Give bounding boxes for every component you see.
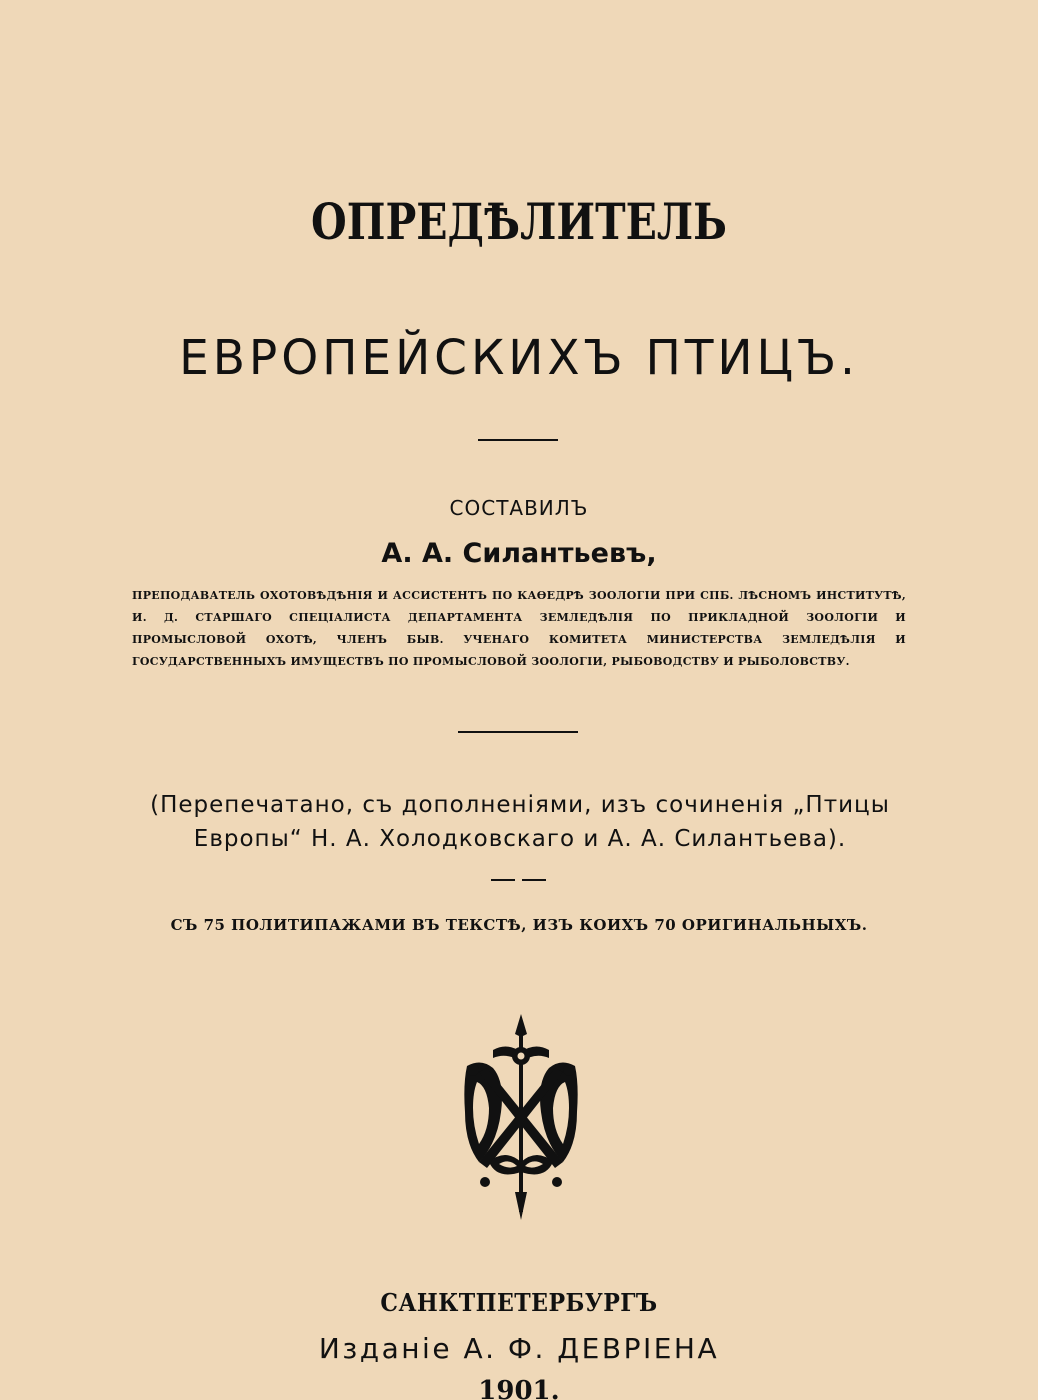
divider-3a [491, 879, 515, 881]
book-title: ОПРЕДѢЛИТЕЛЬ [311, 192, 727, 251]
reprint-note [120, 788, 920, 856]
illustrations-note: СЪ 75 ПОЛИТИПАЖАМИ ВЪ ТЕКСТѢ, ИЗЪ КОИХЪ 70 ОРИГИНАЛЬНЫХЪ. [170, 916, 868, 934]
divider-1 [478, 439, 558, 441]
reprint-note-line-2: Европы“ Н. А. Холодковскаго и А. А. Силантьева). [193, 826, 847, 852]
divider-2 [458, 731, 578, 733]
year: 1901. [478, 1376, 560, 1400]
author-name: А. А. Силантьевъ, [381, 538, 657, 569]
author-credentials: ПРЕПОДАВАТЕЛЬ ОХОТОВѢДѢНІЯ И АССИСТЕНТЪ ПО КАѲЕДРѢ ЗООЛОГІИ ПРИ СПБ. ЛѢСНОМЪ ИНСТИТУТѢ, И. Д. СТАРШАГО СПЕЦІАЛИСТА ДЕПАРТАМЕНТА ЗЕМЛЕДѢЛІЯ ПО ПРИКЛАДНОЙ ЗООЛОГІИ И ПРОМЫСЛОВОЙ ОХОТѢ, ЧЛЕНЪ БЫВ. УЧЕНАГО КОМИТЕТА МИНИСТЕРСТВА ЗЕМЛЕДѢЛІЯ И ГОСУДАРСТВЕННЫХЪ ИМУЩЕСТВЪ ПО ПРОМЫСЛОВОЙ ЗООЛОГІИ, РЫБОВОДСТВУ И РЫБОЛОВСТВУ. [132, 589, 906, 668]
divider-3b [522, 879, 546, 881]
reprint-note-line-1: (Перепечатано, съ дополненіями, изъ сочиненія „Птицы [150, 792, 890, 818]
publisher: Изданіе А. Ф. ДЕВРІЕНА [318, 1332, 720, 1365]
city: САНКТПЕТЕРБУРГЪ [380, 1288, 658, 1317]
compiled-by-label: СОСТАВИЛЪ [449, 496, 589, 520]
book-subtitle: ЕВРОПЕЙСКИХЪ ПТИЦЪ. [179, 330, 859, 386]
publisher-emblem-icon [459, 1012, 583, 1222]
